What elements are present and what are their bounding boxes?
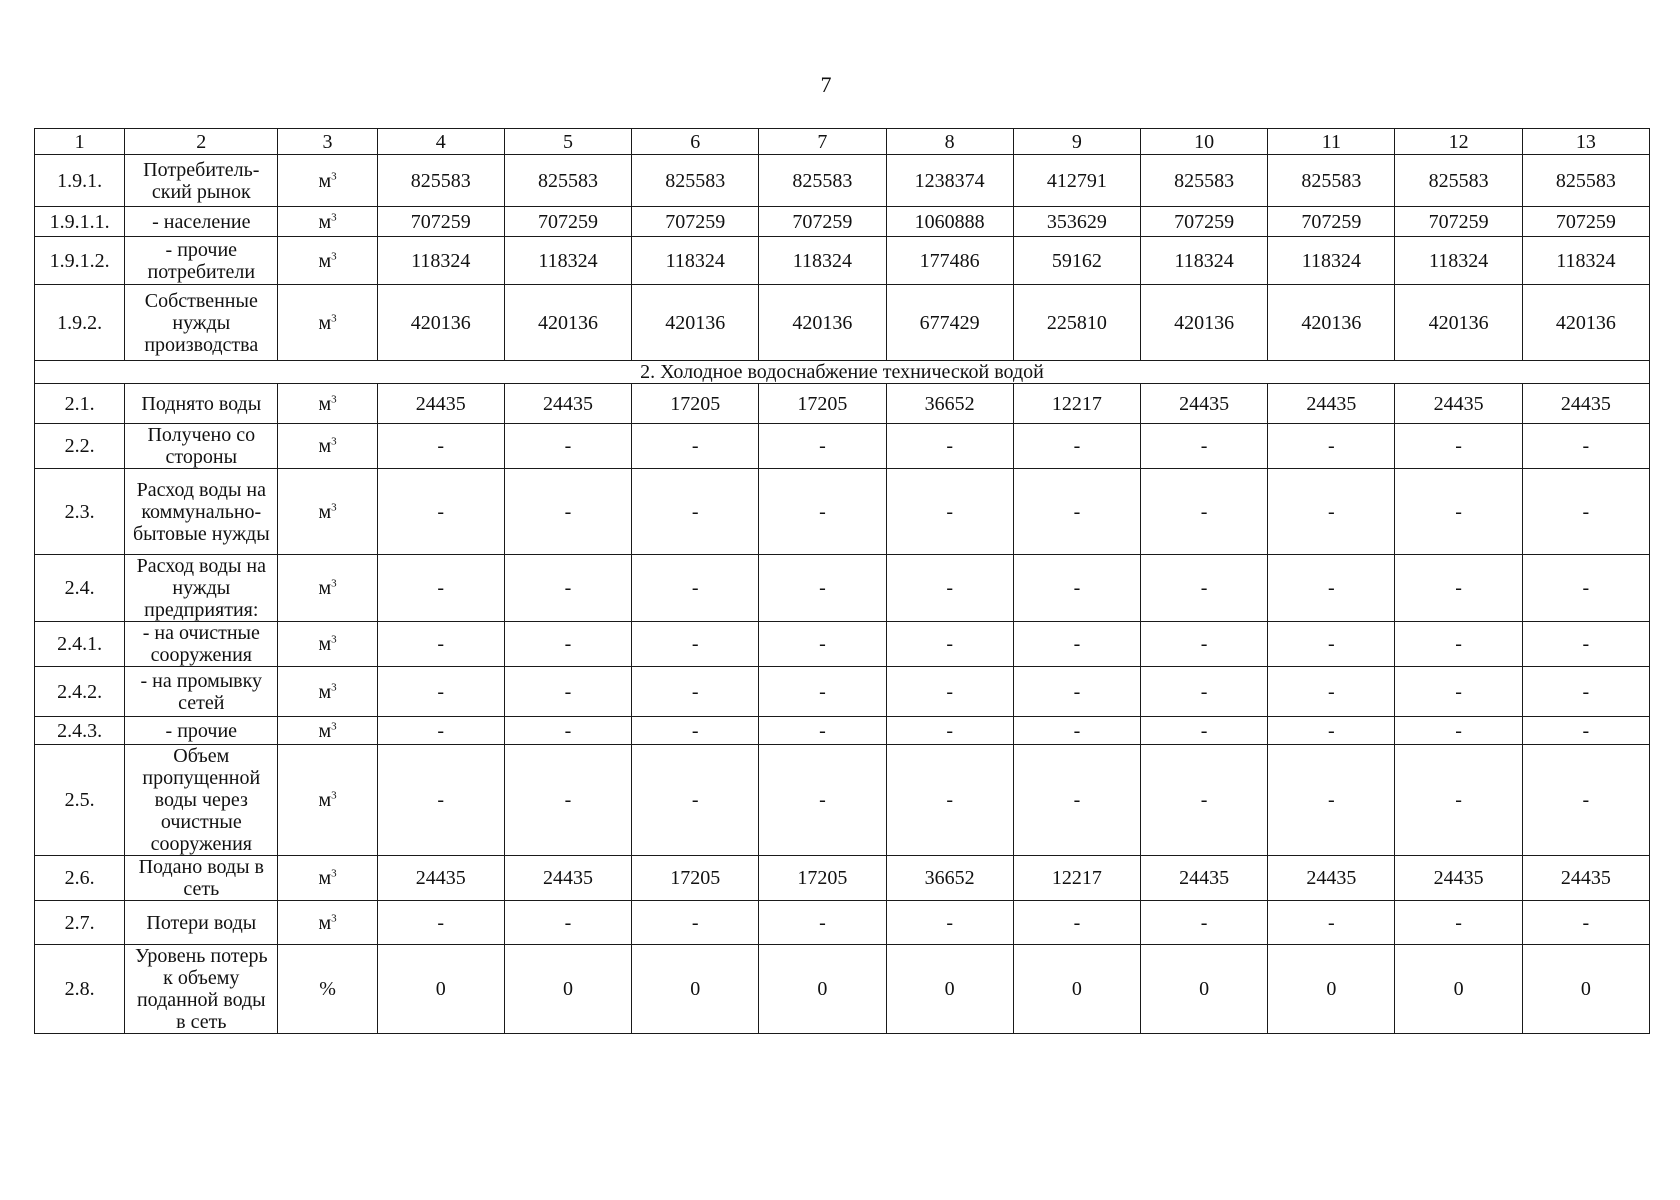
value-cell: 24435	[1268, 384, 1395, 424]
table-row	[35, 424, 1650, 469]
value-cell: -	[1013, 424, 1140, 469]
value-cell: 118324	[632, 237, 759, 285]
unit-superscript: 3	[331, 435, 337, 448]
unit-text: м	[318, 435, 332, 457]
table-row	[35, 469, 1650, 555]
unit-superscript: 3	[331, 911, 337, 924]
row-index: 2.4.2.	[35, 667, 125, 717]
value-cell: -	[504, 667, 631, 717]
value-cell: 118324	[1268, 237, 1395, 285]
value-cell: -	[1522, 424, 1649, 469]
unit-superscript: 3	[331, 210, 337, 223]
table-row	[35, 856, 1650, 901]
unit-text: м	[318, 577, 332, 599]
value-cell: -	[1268, 622, 1395, 667]
column-number: 8	[886, 129, 1013, 155]
value-cell: 24435	[504, 856, 631, 901]
value-cell: 118324	[377, 237, 504, 285]
row-index: 2.3.	[35, 469, 125, 555]
row-unit	[278, 667, 377, 717]
value-cell: -	[1013, 901, 1140, 945]
value-cell: 0	[1395, 945, 1522, 1034]
value-cell: -	[504, 717, 631, 745]
value-cell: -	[1395, 745, 1522, 856]
value-cell: 707259	[1395, 207, 1522, 237]
value-cell: 24435	[1522, 384, 1649, 424]
value-cell: 412791	[1013, 155, 1140, 207]
column-number: 1	[35, 129, 125, 155]
unit-text: м	[318, 500, 332, 523]
value-cell: -	[632, 901, 759, 945]
row-unit	[278, 469, 377, 555]
row-unit	[278, 237, 377, 285]
value-cell: 707259	[377, 207, 504, 237]
value-cell: 0	[632, 945, 759, 1034]
value-cell: -	[759, 424, 886, 469]
value-cell: -	[1141, 901, 1268, 945]
table-row	[35, 667, 1650, 717]
value-cell: -	[1141, 555, 1268, 622]
value-cell: -	[504, 901, 631, 945]
value-cell: -	[1013, 622, 1140, 667]
value-cell: -	[377, 424, 504, 469]
value-cell: 24435	[504, 384, 631, 424]
value-cell: -	[886, 745, 1013, 856]
column-number: 7	[759, 129, 886, 155]
table-row	[35, 945, 1650, 1034]
column-number: 5	[504, 129, 631, 155]
value-cell: -	[632, 424, 759, 469]
value-cell: -	[1522, 469, 1649, 555]
row-index: 1.9.1.1.	[35, 207, 125, 237]
value-cell: 24435	[1268, 856, 1395, 901]
value-cell: -	[632, 667, 759, 717]
row-description: Потери воды	[125, 901, 278, 945]
value-cell: -	[377, 901, 504, 945]
value-cell: 118324	[1141, 237, 1268, 285]
value-cell: -	[504, 555, 631, 622]
row-unit	[278, 424, 377, 469]
column-number: 4	[377, 129, 504, 155]
table-row	[35, 237, 1650, 285]
value-cell: 17205	[759, 384, 886, 424]
unit-superscript: 3	[331, 719, 337, 732]
value-cell: -	[1268, 901, 1395, 945]
value-cell: 24435	[1522, 856, 1649, 901]
row-index: 2.2.	[35, 424, 125, 469]
value-cell: 707259	[632, 207, 759, 237]
value-cell: -	[1141, 424, 1268, 469]
page-number: 7	[820, 72, 832, 97]
value-cell: -	[377, 717, 504, 745]
value-cell: -	[1522, 667, 1649, 717]
value-cell: -	[759, 717, 886, 745]
row-description: Подано воды в сеть	[125, 856, 278, 901]
value-cell: 420136	[1141, 285, 1268, 361]
row-description: Расход воды на нужды предприятия:	[125, 555, 278, 622]
value-cell: 420136	[377, 285, 504, 361]
value-cell: -	[886, 667, 1013, 717]
value-cell: -	[1522, 745, 1649, 856]
row-unit	[278, 901, 377, 945]
value-cell: 707259	[1268, 207, 1395, 237]
value-cell: -	[1395, 667, 1522, 717]
column-number: 11	[1268, 129, 1395, 155]
value-cell: 707259	[1141, 207, 1268, 237]
value-cell: -	[1268, 555, 1395, 622]
value-cell: -	[1395, 469, 1522, 555]
value-cell: -	[504, 424, 631, 469]
value-cell: 420136	[1268, 285, 1395, 361]
value-cell: -	[1268, 424, 1395, 469]
value-cell: -	[1522, 717, 1649, 745]
value-cell: 420136	[504, 285, 631, 361]
value-cell: -	[1522, 622, 1649, 667]
value-cell: -	[1013, 555, 1140, 622]
unit-text: м	[318, 311, 332, 334]
value-cell: 677429	[886, 285, 1013, 361]
value-cell: 825583	[1522, 155, 1649, 207]
value-cell: 59162	[1013, 237, 1140, 285]
row-unit	[278, 622, 377, 667]
value-cell: 24435	[377, 384, 504, 424]
value-cell: -	[1013, 469, 1140, 555]
unit-text: м	[318, 210, 332, 233]
unit-superscript: 3	[331, 633, 337, 646]
value-cell: -	[886, 717, 1013, 745]
value-cell: -	[632, 745, 759, 856]
unit-text: м	[318, 249, 332, 272]
value-cell: 0	[886, 945, 1013, 1034]
row-index: 1.9.1.	[35, 155, 125, 207]
value-cell: -	[504, 622, 631, 667]
value-cell: 825583	[1268, 155, 1395, 207]
row-unit	[278, 285, 377, 361]
row-description: Поднято воды	[125, 384, 278, 424]
row-index: 2.4.1.	[35, 622, 125, 667]
value-cell: -	[632, 622, 759, 667]
value-cell: 825583	[759, 155, 886, 207]
value-cell: 420136	[1522, 285, 1649, 361]
value-cell: 420136	[759, 285, 886, 361]
value-cell: -	[377, 469, 504, 555]
row-description: - на промывку сетей	[125, 667, 278, 717]
section-title: 2. Холодное водоснабжение технической водой	[35, 361, 1650, 384]
value-cell: 825583	[504, 155, 631, 207]
column-number: 3	[278, 129, 377, 155]
row-description: Получено со стороны	[125, 424, 278, 469]
row-description: Расход воды на коммунально-бытовые нужды	[125, 469, 278, 555]
column-number: 9	[1013, 129, 1140, 155]
value-cell: 0	[1013, 945, 1140, 1034]
value-cell: 0	[1522, 945, 1649, 1034]
row-index: 2.4.	[35, 555, 125, 622]
row-index: 2.8.	[35, 945, 125, 1034]
value-cell: 24435	[1141, 384, 1268, 424]
value-cell: -	[377, 667, 504, 717]
value-cell: 118324	[504, 237, 631, 285]
table-row	[35, 745, 1650, 856]
table-row	[35, 285, 1650, 361]
unit-text: м	[318, 680, 332, 703]
row-description: - прочие	[125, 717, 278, 745]
row-description: - прочие потребители	[125, 237, 278, 285]
row-unit	[278, 856, 377, 901]
value-cell: 225810	[1013, 285, 1140, 361]
table-row	[35, 901, 1650, 945]
unit-superscript: 3	[331, 577, 337, 590]
value-cell: 825583	[632, 155, 759, 207]
column-number: 2	[125, 129, 278, 155]
row-unit	[278, 555, 377, 622]
table-row	[35, 717, 1650, 745]
table-body	[35, 129, 1650, 1034]
row-unit	[278, 745, 377, 856]
value-cell: -	[886, 469, 1013, 555]
value-cell: 0	[504, 945, 631, 1034]
column-number-row	[35, 129, 1650, 155]
value-cell: -	[504, 469, 631, 555]
unit-text: м	[318, 867, 332, 889]
value-cell: -	[1141, 745, 1268, 856]
row-index: 1.9.2.	[35, 285, 125, 361]
value-cell: 0	[759, 945, 886, 1034]
value-cell: 118324	[759, 237, 886, 285]
row-index: 2.6.	[35, 856, 125, 901]
value-cell: 118324	[1522, 237, 1649, 285]
column-number: 13	[1522, 129, 1649, 155]
value-cell: 24435	[1395, 856, 1522, 901]
table-row	[35, 622, 1650, 667]
value-cell: -	[1395, 622, 1522, 667]
value-cell: -	[1268, 717, 1395, 745]
row-unit	[278, 717, 377, 745]
value-cell: -	[886, 424, 1013, 469]
table-row	[35, 384, 1650, 424]
row-index: 2.7.	[35, 901, 125, 945]
value-cell: -	[1141, 469, 1268, 555]
row-index: 2.4.3.	[35, 717, 125, 745]
value-cell: 17205	[632, 384, 759, 424]
value-cell: -	[886, 555, 1013, 622]
row-index: 1.9.1.2.	[35, 237, 125, 285]
value-cell: -	[377, 622, 504, 667]
row-description: Потребитель-ский рынок	[125, 155, 278, 207]
value-cell: -	[759, 622, 886, 667]
unit-text: м	[318, 911, 332, 934]
row-description: - население	[125, 207, 278, 237]
value-cell: 0	[1141, 945, 1268, 1034]
row-description: Уровень потерь к объему поданной воды в сеть	[125, 945, 278, 1034]
row-index: 2.5.	[35, 745, 125, 856]
value-cell: -	[1268, 745, 1395, 856]
row-unit	[278, 384, 377, 424]
value-cell: -	[1141, 717, 1268, 745]
column-number: 10	[1141, 129, 1268, 155]
value-cell: -	[1395, 424, 1522, 469]
value-cell: 420136	[632, 285, 759, 361]
unit-superscript: 3	[331, 169, 337, 182]
unit-text: м	[318, 392, 332, 415]
table-row	[35, 555, 1650, 622]
unit-superscript: 3	[331, 680, 337, 693]
value-cell: 12217	[1013, 856, 1140, 901]
unit-superscript: 3	[331, 392, 337, 405]
value-cell: 1238374	[886, 155, 1013, 207]
value-cell: -	[759, 901, 886, 945]
value-cell: 17205	[632, 856, 759, 901]
value-cell: 353629	[1013, 207, 1140, 237]
table-row	[35, 155, 1650, 207]
value-cell: 707259	[1522, 207, 1649, 237]
value-cell: 118324	[1395, 237, 1522, 285]
value-cell: 24435	[1141, 856, 1268, 901]
value-cell: 36652	[886, 384, 1013, 424]
unit-superscript: 3	[331, 311, 337, 324]
value-cell: 420136	[1395, 285, 1522, 361]
row-index: 2.1.	[35, 384, 125, 424]
value-cell: -	[1141, 667, 1268, 717]
value-cell: 707259	[759, 207, 886, 237]
value-cell: -	[1522, 901, 1649, 945]
value-cell: -	[1141, 622, 1268, 667]
value-cell: -	[759, 667, 886, 717]
unit-superscript: 3	[331, 789, 337, 802]
value-cell: -	[1395, 555, 1522, 622]
value-cell: 825583	[377, 155, 504, 207]
value-cell: -	[1013, 745, 1140, 856]
value-cell: 24435	[1395, 384, 1522, 424]
value-cell: 12217	[1013, 384, 1140, 424]
row-description: Собственные нужды производства	[125, 285, 278, 361]
row-unit	[278, 945, 377, 1034]
value-cell: -	[759, 469, 886, 555]
row-unit	[278, 207, 377, 237]
value-cell: 0	[1268, 945, 1395, 1034]
value-cell: -	[377, 745, 504, 856]
value-cell: 1060888	[886, 207, 1013, 237]
value-cell: -	[632, 555, 759, 622]
value-cell: -	[1268, 667, 1395, 717]
value-cell: -	[1395, 717, 1522, 745]
unit-text: %	[319, 978, 336, 1000]
table-row	[35, 207, 1650, 237]
value-cell: -	[1013, 717, 1140, 745]
value-cell: -	[759, 745, 886, 856]
value-cell: 17205	[759, 856, 886, 901]
value-cell: 24435	[377, 856, 504, 901]
value-cell: -	[377, 555, 504, 622]
value-cell: -	[1013, 667, 1140, 717]
section-row	[35, 361, 1650, 384]
column-number: 12	[1395, 129, 1522, 155]
value-cell: -	[886, 622, 1013, 667]
unit-superscript: 3	[331, 249, 337, 262]
row-description: Объем пропущенной воды через очистные сооружения	[125, 745, 278, 856]
unit-text: м	[318, 633, 332, 655]
value-cell: 825583	[1141, 155, 1268, 207]
value-cell: -	[1268, 469, 1395, 555]
value-cell: -	[886, 901, 1013, 945]
value-cell: -	[504, 745, 631, 856]
value-cell: 707259	[504, 207, 631, 237]
unit-text: м	[318, 719, 332, 742]
value-cell: -	[1522, 555, 1649, 622]
value-cell: 36652	[886, 856, 1013, 901]
unit-text: м	[318, 789, 332, 811]
value-cell: -	[1395, 901, 1522, 945]
value-cell: 0	[377, 945, 504, 1034]
unit-superscript: 3	[331, 867, 337, 880]
value-cell: 825583	[1395, 155, 1522, 207]
value-cell: -	[759, 555, 886, 622]
value-cell: -	[632, 717, 759, 745]
row-unit	[278, 155, 377, 207]
unit-text: м	[318, 169, 332, 192]
unit-superscript: 3	[331, 500, 337, 513]
water-balance-table	[34, 128, 1650, 1034]
column-number: 6	[632, 129, 759, 155]
value-cell: -	[632, 469, 759, 555]
value-cell: 177486	[886, 237, 1013, 285]
row-description: - на очистные сооружения	[125, 622, 278, 667]
